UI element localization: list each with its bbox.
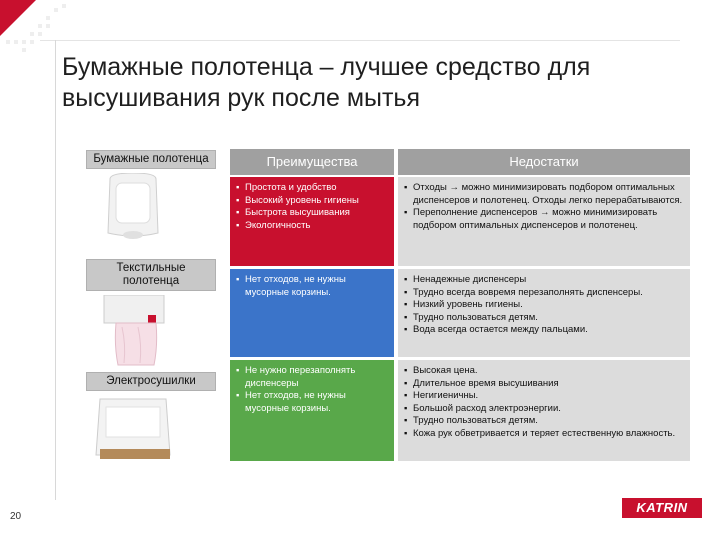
row3-disadvantages xyxy=(398,360,690,461)
list-item: ▪ Высокий уровень гигиены xyxy=(236,195,388,208)
row2-advantages xyxy=(230,269,394,357)
header-advantages: Преимущества xyxy=(230,149,394,175)
list-item: ▪ Кожа рук обветривается и теряет естественную влажность. xyxy=(404,428,684,441)
list-item: ▪ Переполнение диспенсеров → можно минимизировать подбором оптимальных диспенсеров и полотенец. xyxy=(404,207,684,232)
list-item: ▪ Отходы → можно минимизировать подбором оптимальных диспенсеров и полотенец. Отходы легко перерабатываются. xyxy=(404,182,684,207)
textile-towel-dispenser-image xyxy=(86,295,180,367)
list-item: ▪ Трудно пользоваться детям. xyxy=(404,415,684,428)
product-label: Электросушилки xyxy=(86,372,216,391)
list-item: ▪ Низкий уровень гигиены. xyxy=(404,299,684,312)
list-item: ▪ Быстрота высушивания xyxy=(236,207,388,220)
list-item: ▪ Негигиеничны. xyxy=(404,390,684,403)
paper-towel-dispenser-image xyxy=(86,173,180,245)
page-number: 20 xyxy=(10,511,22,522)
left-divider xyxy=(55,40,56,500)
katrin-logo xyxy=(622,498,702,518)
product-electric-dryers xyxy=(86,372,216,467)
list-item: ▪ Высокая цена. xyxy=(404,365,684,378)
corner-decoration xyxy=(0,0,80,60)
row1-advantages xyxy=(230,177,394,266)
row3-advantages xyxy=(230,360,394,461)
list-item: ▪ Нет отходов, не нужны мусорные корзины. xyxy=(236,274,388,299)
logo-text: KATRIN xyxy=(636,500,688,515)
list-item: ▪ Нет отходов, не нужны мусорные корзины. xyxy=(236,390,388,415)
header-disadvantages: Недостатки xyxy=(398,149,690,175)
list-item: ▪ Трудно всегда вовремя перезаполнять диспенсеры. xyxy=(404,287,684,300)
row1-disadvantages xyxy=(398,177,690,266)
slide-title: Бумажные полотенца – лучшее средство для высушивания рук после мытья xyxy=(62,53,591,112)
top-divider xyxy=(40,40,680,41)
list-item: ▪ Экологичность xyxy=(236,220,388,233)
list-item: ▪ Вода всегда остается между пальцами. xyxy=(404,324,684,337)
product-label: Бумажные полотенца xyxy=(86,150,216,169)
electric-dryer-image xyxy=(86,395,180,467)
list-item: ▪ Не нужно перезаполнять диспенсеры xyxy=(236,365,388,390)
list-item: ▪ Простота и удобство xyxy=(236,182,388,195)
row2-disadvantages xyxy=(398,269,690,357)
product-label: Текстильные полотенца xyxy=(86,259,216,291)
list-item: ▪ Длительное время высушивания xyxy=(404,378,684,391)
product-paper-towels xyxy=(86,150,216,245)
list-item: ▪ Трудно пользоваться детям. xyxy=(404,312,684,325)
product-textile-towels xyxy=(86,259,216,367)
list-item: ▪ Большой расход электроэнергии. xyxy=(404,403,684,416)
list-item: ▪ Ненадежные диспенсеры xyxy=(404,274,684,287)
